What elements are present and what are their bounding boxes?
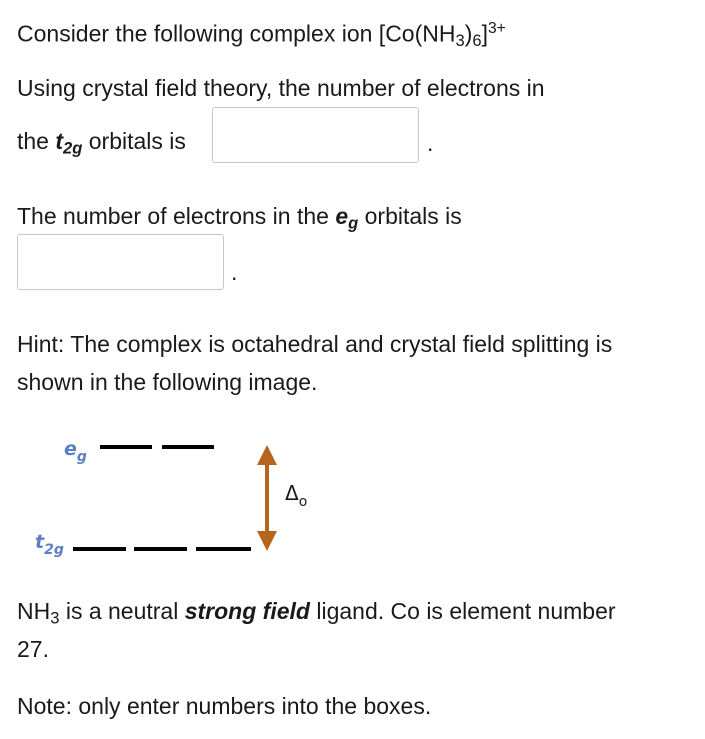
diagram-t2g-label: [35, 531, 64, 558]
ligand-note-line-2: 27.: [17, 636, 49, 662]
eg-line-suffix: orbitals is: [358, 203, 462, 229]
ligand-note-line-1: [17, 600, 616, 627]
diagram-t2g-main: t: [35, 531, 45, 553]
ligand-sub: 3: [50, 608, 60, 628]
t2g-sub: 2g: [63, 138, 83, 158]
cft-line-2-suffix: orbitals is: [82, 128, 186, 154]
eg-sub: g: [348, 213, 359, 233]
diagram-t2g-sub: 2g: [44, 542, 64, 558]
intro-prefix: Consider the following complex ion [Co(NH: [17, 20, 456, 47]
ligand-suffix: ligand. Co is element number: [309, 598, 616, 624]
t2g-main: t: [55, 128, 64, 154]
intro-end: ]: [481, 20, 488, 47]
diagram-eg-main: e: [64, 438, 77, 460]
note-text: Note: only enter numbers into the boxes.: [17, 693, 432, 719]
hint-line-1: Hint: The complex is octahedral and crystal field splitting is: [17, 331, 613, 357]
cft-line-1: Using crystal field theory, the number of electrons in: [17, 75, 545, 101]
intro-charge: 3+: [487, 20, 506, 37]
cft-line-2-prefix: the: [17, 128, 56, 154]
ligand-mid: is a neutral: [59, 598, 185, 624]
eg-line-prefix: The number of electrons in the: [17, 203, 336, 229]
intro-mid: ): [464, 20, 473, 47]
delta-sub: o: [298, 494, 308, 510]
ligand-emphasis: strong field: [184, 598, 310, 624]
intro-sub-6: 6: [472, 31, 482, 51]
intro-sub-3: 3: [455, 31, 465, 51]
delta-arrow: [257, 445, 277, 551]
t2g-period: .: [427, 130, 434, 156]
eg-main: e: [335, 203, 349, 229]
delta-label: [285, 481, 307, 510]
diagram-eg-label: [64, 438, 87, 465]
delta-main: Δ: [285, 481, 299, 505]
hint-line-2: shown in the following image.: [17, 369, 318, 395]
ligand-prefix: NH: [17, 598, 51, 624]
diagram-eg-sub: g: [76, 449, 87, 465]
eg-period: .: [231, 259, 238, 285]
